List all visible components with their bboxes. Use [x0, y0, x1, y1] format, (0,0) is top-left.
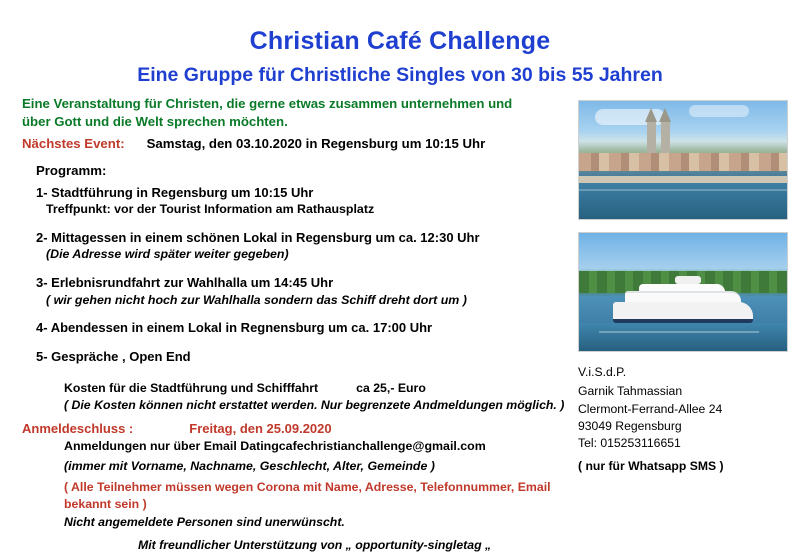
imprint-phone: Tel: 015253116651 [578, 436, 681, 451]
imprint-name: Garnik Tahmassian [578, 384, 683, 399]
programm-item-title: 2- Mittagessen in einem schönen Lokal in Regensburg um ca. 12:30 Uhr [36, 229, 480, 245]
costs-amount: ca 25,- Euro [356, 380, 426, 395]
programm-item [36, 274, 578, 308]
costs-line-1 [64, 380, 578, 398]
next-event [22, 135, 578, 152]
next-event-value: Samstag, den 03.10.2020 in Regensburg um 10:15 Uhr [146, 136, 486, 152]
programm-item-title: 5- Gespräche , Open End [36, 348, 191, 364]
intro-line-1: Eine Veranstaltung für Christen, die gerne etwas zusammen unternehmen und [22, 96, 513, 111]
costs-block [64, 380, 578, 416]
imprint-whatsapp-note: ( nur für Whatsapp SMS ) [578, 458, 724, 473]
sidebar-column [578, 100, 788, 475]
next-event-label: Nächstes Event: [22, 136, 125, 152]
programm-item-title: 4- Abendessen in einem Lokal in Regnensburg um ca. 17:00 Uhr [36, 320, 433, 336]
programm-heading: Programm: [36, 162, 107, 178]
stone-bridge [579, 176, 787, 183]
programm-item-detail: ( wir gehen nicht hoch zur Wahlhalla sondern das Schiff dreht dort um ) [46, 292, 467, 307]
main-content-column [18, 95, 578, 552]
costs-description: Kosten für die Stadtführung und Schifffahrt [64, 380, 319, 395]
ship-hull [613, 302, 753, 323]
programm-item [36, 184, 578, 218]
ship-wheelhouse [675, 276, 701, 284]
registration-deadline [22, 421, 578, 436]
programm-item-title: 3- Erlebnisrundfahrt zur Wahlhalla um 14:45 Uhr [36, 275, 334, 291]
imprint-city: 93049 Regensburg [578, 418, 682, 433]
costs-note: ( Die Kosten können nicht erstattet werden. Nur begrenzete Andmeldungen möglich. ) [64, 398, 565, 413]
danube-river [579, 183, 787, 219]
old-town-roofs [579, 153, 787, 171]
regensburg-city-photo [578, 100, 788, 220]
cloud-shape [689, 105, 749, 117]
intro-text [22, 95, 578, 131]
programm-item-title: 1- Stadtführung in Regensburg um 10:15 Uhr [36, 184, 314, 200]
passenger-ship-photo [578, 232, 788, 352]
imprint-visdp-label: V.i.S.d.P. [578, 365, 627, 379]
page-subtitle: Eine Gruppe für Christliche Singles von 30 bis 55 Jahren [137, 63, 663, 86]
deadline-label: Anmeldeschluss : [22, 421, 134, 437]
programm-item [36, 348, 578, 366]
programm-item [36, 229, 578, 263]
unregistered-notice: Nicht angemeldete Personen sind unerwünscht. [64, 514, 345, 529]
intro-line-2: über Gott und die Welt sprechen möchten. [22, 114, 288, 130]
deadline-date: Freitag, den 25.09.2020 [189, 421, 332, 437]
page-title: Christian Café Challenge [249, 27, 551, 55]
corona-notice: ( Alle Teilnehmer müssen wegen Corona mit Name, Adresse, Telefonnummer, Email bekannt sein ) [64, 480, 551, 512]
support-note: Mit freundlicher Unterstützung von „ opportunity-singletag „ [138, 537, 492, 552]
imprint-street: Clermont-Ferrand-Allee 24 [578, 401, 723, 416]
imprint-block [578, 364, 788, 475]
programm-item [36, 319, 578, 337]
river-water [579, 323, 787, 351]
registration-fields-line: (immer mit Vorname, Nachname, Geschlecht, Alter, Gemeinde ) [64, 459, 435, 474]
registration-email-line: Anmeldungen nur über Email Datingcafechristianchallenge@gmail.com [64, 439, 486, 454]
programm-item-detail: (Die Adresse wird später weiter gegeben) [46, 247, 289, 262]
programm-item-detail: Treffpunkt: vor der Tourist Information am Rathausplatz [46, 202, 375, 217]
